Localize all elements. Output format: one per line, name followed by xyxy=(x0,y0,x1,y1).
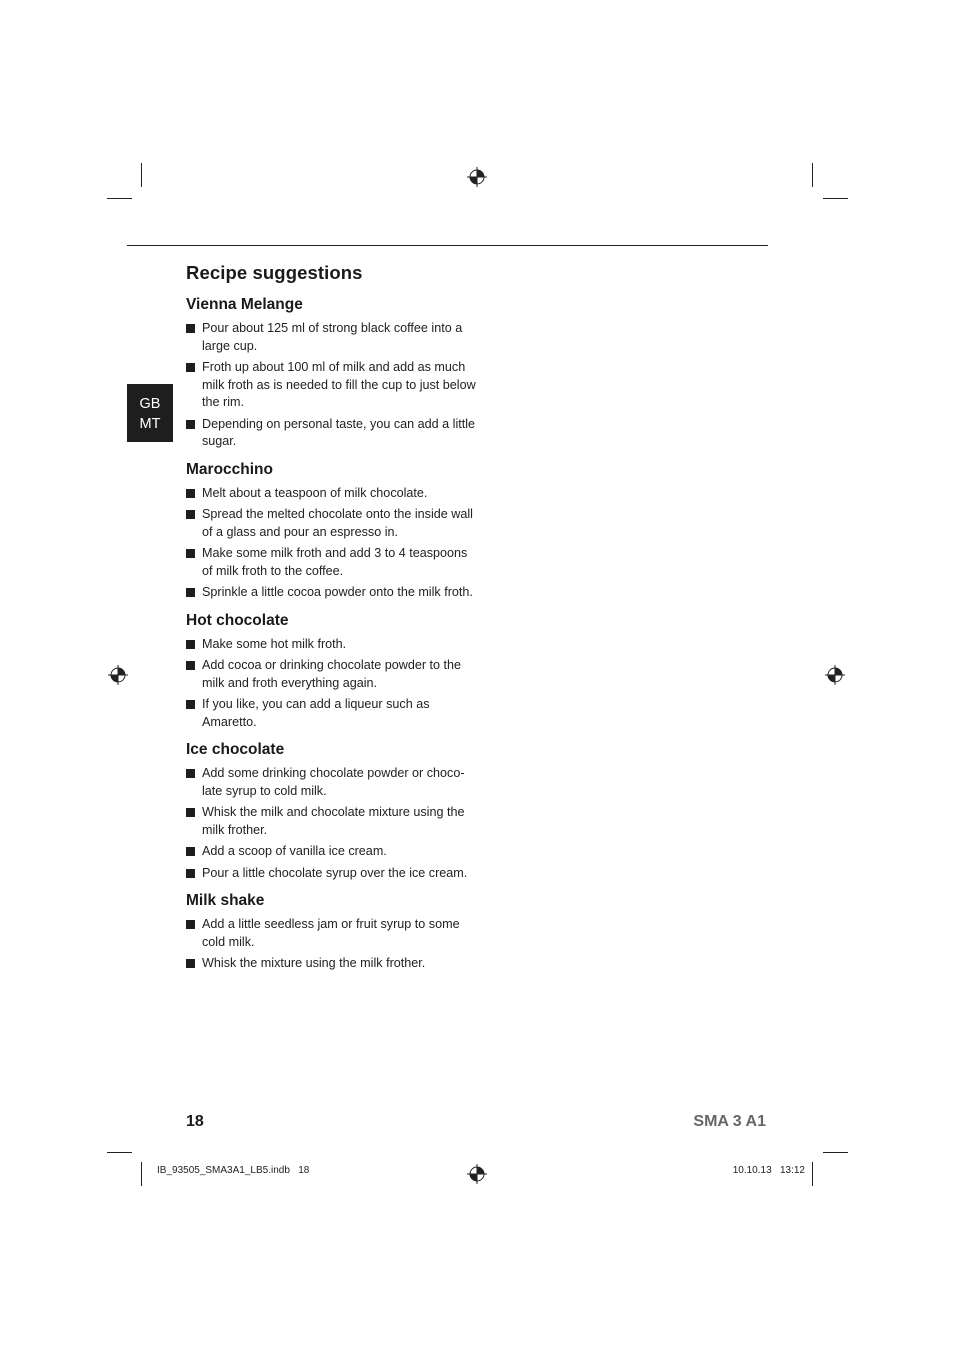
language-code-gb: GB xyxy=(139,396,161,412)
bullet-square-icon xyxy=(186,869,195,878)
recipe-content xyxy=(186,262,476,983)
list-item-text: Pour about 125 ml of strong black coffee into a large cup. xyxy=(202,321,463,353)
language-tab xyxy=(127,384,173,442)
list-item xyxy=(186,636,476,654)
list-item-text: Add a little seedless jam or fruit syrup to some cold milk. xyxy=(202,917,460,949)
section-hot-chocolate xyxy=(186,612,476,732)
list-item-text: Add a scoop of vanilla ice cream. xyxy=(202,844,387,858)
section-heading: Hot chocolate xyxy=(186,611,289,629)
language-code-mt: MT xyxy=(139,416,161,432)
bullet-square-icon xyxy=(186,510,195,519)
list-item-text: Spread the melted chocolate onto the inside wall of a glass and pour an espresso in. xyxy=(202,507,473,539)
bullet-square-icon xyxy=(186,808,195,817)
header-rule xyxy=(127,245,768,246)
registration-mark-icon xyxy=(467,1164,487,1184)
list-item xyxy=(186,320,476,355)
slug-file-info: IB_93505_SMA3A1_LB5.indb 18 xyxy=(157,1165,310,1176)
model-name: SMA 3 A1 xyxy=(693,1113,766,1130)
list-item xyxy=(186,865,476,883)
list-item-text: Add some drinking chocolate powder or choco-late syrup to cold milk. xyxy=(202,766,465,798)
list-item-text: Sprinkle a little cocoa powder onto the milk froth. xyxy=(202,585,473,599)
list-item-text: Whisk the milk and chocolate mixture using the milk frother. xyxy=(202,805,465,837)
bullet-square-icon xyxy=(186,489,195,498)
list-item-text: Make some hot milk froth. xyxy=(202,636,347,651)
list-item xyxy=(186,804,476,839)
bullet-square-icon xyxy=(186,661,195,670)
page-number: 18 xyxy=(186,1113,204,1130)
registration-mark-icon xyxy=(825,665,845,685)
section-milk-shake xyxy=(186,892,476,973)
bullet-square-icon xyxy=(186,549,195,558)
crop-mark-icon xyxy=(812,163,813,187)
section-heading: Marocchino xyxy=(186,460,273,478)
crop-mark-icon xyxy=(823,198,848,199)
list-item xyxy=(186,506,476,541)
bullet-square-icon xyxy=(186,769,195,778)
section-marocchino xyxy=(186,461,476,602)
section-heading: Ice chocolate xyxy=(186,741,285,758)
bullet-square-icon xyxy=(186,420,195,429)
bullet-square-icon xyxy=(186,959,195,968)
list-item xyxy=(186,765,476,800)
crop-mark-icon xyxy=(107,1152,132,1153)
crop-mark-icon xyxy=(141,1162,142,1186)
list-item xyxy=(186,696,476,731)
instruction-list xyxy=(186,320,476,451)
list-item xyxy=(186,843,476,861)
list-item xyxy=(186,359,476,412)
section-heading: Milk shake xyxy=(186,892,265,909)
registration-mark-icon xyxy=(108,665,128,685)
list-item-text: Froth up about 100 ml of milk and add as much milk froth as is needed to fill the cup to just below the rim. xyxy=(202,360,476,409)
crop-mark-icon xyxy=(812,1162,813,1186)
page-title: Recipe suggestions xyxy=(186,262,363,283)
section-ice-chocolate xyxy=(186,741,476,882)
bullet-square-icon xyxy=(186,847,195,856)
list-item xyxy=(186,657,476,692)
list-item-text: Make some milk froth and add 3 to 4 teaspoons of milk froth to the coffee. xyxy=(202,546,468,578)
instruction-list xyxy=(186,916,476,973)
section-vienna-melange xyxy=(186,296,476,451)
list-item xyxy=(186,545,476,580)
slug-date-info: 10.10.13 13:12 xyxy=(732,1165,805,1176)
registration-mark-icon xyxy=(467,167,487,187)
instruction-list xyxy=(186,765,476,882)
bullet-square-icon xyxy=(186,324,195,333)
list-item-text: Whisk the mixture using the milk frother. xyxy=(202,956,426,970)
list-item-text: Add cocoa or drinking chocolate powder to the milk and froth everything again. xyxy=(202,658,462,690)
list-item xyxy=(186,955,476,973)
list-item-text: Pour a little chocolate syrup over the ice cream. xyxy=(202,865,468,880)
list-item-text: Depending on personal taste, you can add a little sugar. xyxy=(202,416,476,448)
bullet-square-icon xyxy=(186,363,195,372)
list-item xyxy=(186,485,476,503)
list-item-text: Melt about a teaspoon of milk chocolate. xyxy=(202,485,428,500)
crop-mark-icon xyxy=(107,198,132,199)
bullet-square-icon xyxy=(186,640,195,649)
instruction-list xyxy=(186,636,476,732)
section-heading: Vienna Melange xyxy=(186,296,303,313)
bullet-square-icon xyxy=(186,588,195,597)
bullet-square-icon xyxy=(186,700,195,709)
bullet-square-icon xyxy=(186,920,195,929)
list-item xyxy=(186,584,476,602)
list-item xyxy=(186,916,476,951)
crop-mark-icon xyxy=(823,1152,848,1153)
list-item-text: If you like, you can add a liqueur such as Amaretto. xyxy=(202,697,430,729)
list-item xyxy=(186,416,476,451)
crop-mark-icon xyxy=(141,163,142,187)
instruction-list xyxy=(186,485,476,602)
